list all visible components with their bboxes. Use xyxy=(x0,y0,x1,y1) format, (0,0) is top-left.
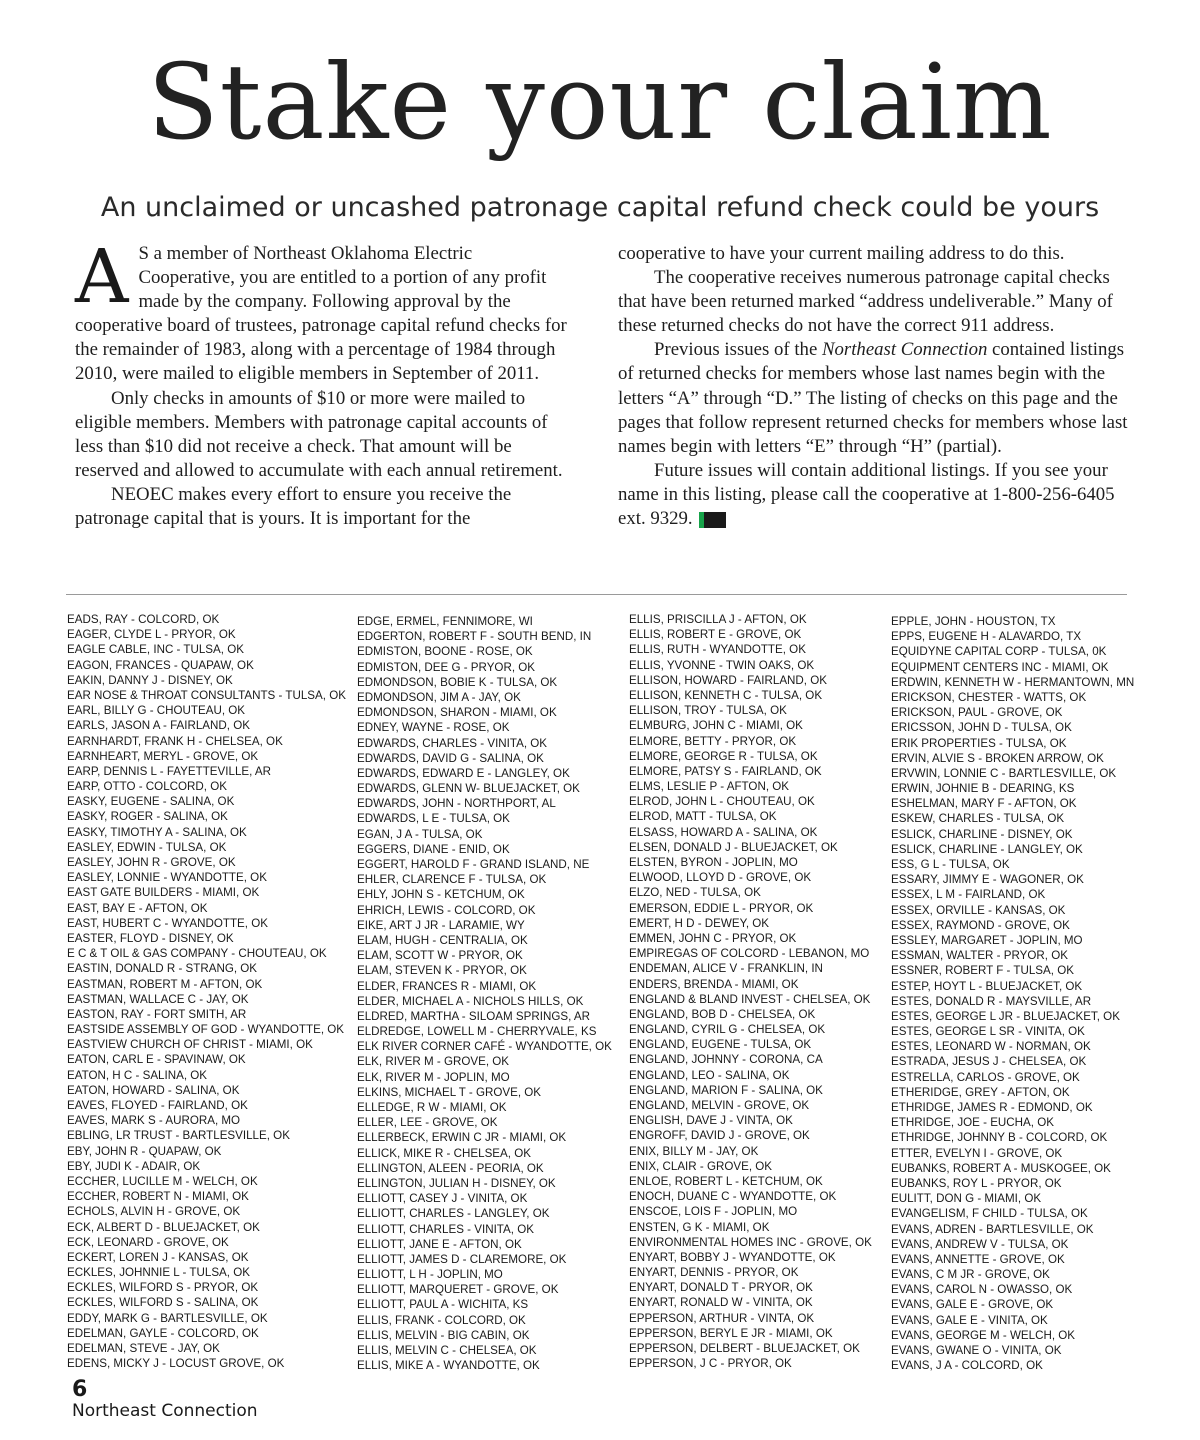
listing-entry: EAGLE CABLE, INC - TULSA, OK xyxy=(67,643,244,657)
listing-entry: EVANGELISM, F CHILD - TULSA, OK xyxy=(891,1207,1088,1221)
listing-entry: EGGERT, HAROLD F - GRAND ISLAND, NE xyxy=(357,858,590,871)
listing-entry: EPPERSON, BERYL E JR - MIAMI, OK xyxy=(629,1326,833,1340)
listing-entry: ENDERS, BRENDA - MIAMI, OK xyxy=(629,977,799,991)
listing-entry: EASTIN, DONALD R - STRANG, OK xyxy=(67,962,258,976)
listing-entry: EVANS, GALE E - GROVE, OK xyxy=(891,1298,1054,1312)
listing-entry: ESLICK, CHARLINE - LANGLEY, OK xyxy=(891,842,1083,856)
listing-entry: EDWARDS, JOHN - NORTHPORT, AL xyxy=(357,797,556,811)
listing-column-4 xyxy=(891,614,1134,1373)
listing-entry: ELDRED, MARTHA - SILOAM SPRINGS, AR xyxy=(357,1009,591,1023)
listing-entry: EASTMAN, WALLACE C - JAY, OK xyxy=(67,992,249,1006)
listing-entry: ELMBURG, JOHN C - MIAMI, OK xyxy=(629,719,803,733)
article-paragraph-continued: cooperative to have your current mailing address to do this. xyxy=(618,243,1065,264)
listing-entry: ENGLAND, BOB D - CHELSEA, OK xyxy=(629,1007,816,1021)
listing-entry: EVANS, GALE E - VINITA, OK xyxy=(891,1313,1048,1327)
listing-entry: ELLIS, MELVIN C - CHELSEA, OK xyxy=(357,1344,537,1357)
article-paragraph-5 xyxy=(618,338,1133,458)
listing-entry: EHLER, CLARENCE F - TULSA, OK xyxy=(357,873,547,887)
listing-entry: EDMISTON, DEE G - PRYOR, OK xyxy=(357,660,536,674)
listing-entry: EVANS, GEORGE M - WELCH, OK xyxy=(891,1328,1076,1342)
listing-entry: ENGLAND, CYRIL G - CHELSEA, OK xyxy=(629,1023,826,1037)
listing-entry: ECHOLS, ALVIN H - GROVE, OK xyxy=(67,1205,241,1219)
listing-entry: EARL, BILLY G - CHOUTEAU, OK xyxy=(67,704,246,718)
listing-entry: ESSNER, ROBERT F - TULSA, OK xyxy=(891,964,1074,978)
article-paragraph-3: NEOEC makes every effort to ensure you receive the patronage capital that is yours. It is important for the xyxy=(75,483,512,530)
listing-entry: ENYART, BOBBY J - WYANDOTTE, OK xyxy=(629,1250,836,1264)
listing-entry: EPPS, EUGENE H - ALAVARDO, TX xyxy=(891,630,1082,644)
listing-entry: EPPLE, JOHN - HOUSTON, TX xyxy=(891,615,1056,628)
listing-entry: ESLICK, CHARLINE - DISNEY, OK xyxy=(891,827,1073,841)
listing-entry: EBY, JOHN R - QUAPAW, OK xyxy=(67,1144,222,1158)
listing-entry: ELMS, LESLIE P - AFTON, OK xyxy=(629,780,790,794)
listing-entry: ELROD, MATT - TULSA, OK xyxy=(629,810,777,824)
nec-logo-icon: NEC xyxy=(699,512,726,528)
listing-entry: ELLISON, HOWARD - FAIRLAND, OK xyxy=(629,673,827,687)
listing-entry: ELAM, SCOTT W - PRYOR, OK xyxy=(357,949,523,963)
listing-entry: EAVES, MARK S - AURORA, MO xyxy=(67,1114,241,1128)
listing-entry: ENYART, DONALD T - PRYOR, OK xyxy=(629,1281,813,1295)
listing-entry: EHLY, JOHN S - KETCHUM, OK xyxy=(357,888,525,902)
listing-entry: EVANS, J A - COLCORD, OK xyxy=(891,1359,1043,1373)
listing-entry: ETHRIDGE, JOHNNY B - COLCORD, OK xyxy=(891,1131,1108,1145)
listing-entry: EMERSON, EDDIE L - PRYOR, OK xyxy=(629,901,814,915)
listing-entry: EUBANKS, ROBERT A - MUSKOGEE, OK xyxy=(891,1161,1111,1175)
article-paragraph-2: Only checks in amounts of $10 or more were mailed to eligible members. Members with patronage capital accounts of less than $10 did not receive a check. That amount will be reserved and allowed to accumulate with each annual retirement. xyxy=(75,387,563,481)
listing-entry: EDWARDS, GLENN W- BLUEJACKET, OK xyxy=(357,782,580,796)
listing-entry: ELSTEN, BYRON - JOPLIN, MO xyxy=(629,856,798,869)
listing-entry: ELLEDGE, R W - MIAMI, OK xyxy=(357,1101,507,1114)
listing-entry: ENGLAND, JOHNNY - CORONA, CA xyxy=(629,1053,823,1067)
listing-entry: EASLEY, EDWIN - TULSA, OK xyxy=(67,840,227,854)
listing-entry: ENYART, RONALD W - VINITA, OK xyxy=(629,1296,813,1310)
listing-entry: ESTRADA, JESUS J - CHELSEA, OK xyxy=(891,1055,1087,1069)
listing-entry: EVANS, CAROL N - OWASSO, OK xyxy=(891,1283,1073,1297)
listing-entry: ENIX, CLAIR - GROVE, OK xyxy=(629,1159,773,1173)
listing-entry: EASTVIEW CHURCH OF CHRIST - MIAMI, OK xyxy=(67,1038,313,1052)
article-paragraph-5-lead: Previous issues of the xyxy=(654,339,822,361)
listing-entry: EPPERSON, J C - PRYOR, OK xyxy=(629,1357,792,1371)
listing-entry: ENOCH, DUANE C - WYANDOTTE, OK xyxy=(629,1190,837,1204)
page-number: 6 xyxy=(72,1377,88,1402)
listing-entry: EASTER, FLOYD - DISNEY, OK xyxy=(67,931,234,945)
listing-entry: ESSEX, ORVILLE - KANSAS, OK xyxy=(891,903,1066,917)
listing-entry: EAGON, FRANCES - QUAPAW, OK xyxy=(67,658,254,672)
listing-entry: EASLEY, LONNIE - WYANDOTTE, OK xyxy=(67,871,267,885)
listing-entry: EAST, HUBERT C - WYANDOTTE, OK xyxy=(67,916,268,930)
listing-entry: ENGROFF, DAVID J - GROVE, OK xyxy=(629,1129,810,1143)
listing-entry: EULITT, DON G - MIAMI, OK xyxy=(891,1192,1042,1206)
listing-entry: EARNHEART, MERYL - GROVE, OK xyxy=(67,749,259,763)
listing-entry: ECCHER, ROBERT N - MIAMI, OK xyxy=(67,1190,249,1204)
listing-entry: EPPERSON, ARTHUR - VINTA, OK xyxy=(629,1311,815,1325)
listing-entry: ELLER, LEE - GROVE, OK xyxy=(357,1116,498,1130)
listing-entry: EADS, RAY - COLCORD, OK xyxy=(67,613,220,626)
listing-entry: EVANS, GWANE O - VINITA, OK xyxy=(891,1344,1062,1357)
listing-entry: ENGLAND, LEO - SALINA, OK xyxy=(629,1068,790,1082)
listing-entry: ENVIRONMENTAL HOMES INC - GROVE, OK xyxy=(629,1235,872,1249)
listing-entry: ECKLES, WILFORD S - PRYOR, OK xyxy=(67,1281,259,1295)
listing-entry: ELLIS, YVONNE - TWIN OAKS, OK xyxy=(629,658,815,672)
listing-entry: ELLIS, MIKE A - WYANDOTTE, OK xyxy=(357,1359,540,1373)
listing-entry: EAVES, FLOYED - FAIRLAND, OK xyxy=(67,1099,248,1112)
listing-entry: ELAM, HUGH - CENTRALIA, OK xyxy=(357,933,528,947)
article-paragraph-1 xyxy=(75,234,572,387)
listing-entry: EAR NOSE & THROAT CONSULTANTS - TULSA, OK xyxy=(67,688,346,702)
listing-entry: ERVWIN, LONNIE C - BARTLESVILLE, OK xyxy=(891,766,1117,780)
listing-entry: EASKY, ROGER - SALINA, OK xyxy=(67,810,228,824)
listing-entry: EDELMAN, GAYLE - COLCORD, OK xyxy=(67,1326,259,1340)
article-paragraph-1-text: S a member of Northeast Oklahoma Electric Cooperative, you are entitled to a portion of any profit made by the company. Following approval by the cooperative board of trustees, patronage capital refund checks for the remainder of 1983, along with a percentage of 1984 through 2010, were mailed to eligible members in September of 2011. xyxy=(75,243,567,385)
listing-entry: EDWARDS, CHARLES - VINITA, OK xyxy=(357,736,548,750)
listing-entry: EMMEN, JOHN C - PRYOR, OK xyxy=(629,931,797,945)
listing-entry: EATON, HOWARD - SALINA, OK xyxy=(67,1083,240,1097)
listing-entry: ELLISON, KENNETH C - TULSA, OK xyxy=(629,688,823,702)
listing-entry: ELLIOTT, L H - JOPLIN, MO xyxy=(357,1268,503,1282)
listing-entry: ESTEP, HOYT L - BLUEJACKET, OK xyxy=(891,979,1083,993)
listing-entry: EQUIDYNE CAPITAL CORP - TULSA, 0K xyxy=(891,645,1107,659)
listing-entry: ESSEX, L M - FAIRLAND, OK xyxy=(891,888,1046,902)
listing-entry: EAKIN, DANNY J - DISNEY, OK xyxy=(67,673,233,687)
listing-column-1 xyxy=(67,612,346,1371)
listing-entry: ECK, LEONARD - GROVE, OK xyxy=(67,1235,229,1249)
listing-entry: EARP, OTTO - COLCORD, OK xyxy=(67,780,227,794)
listing-entry: ESS, G L - TULSA, OK xyxy=(891,858,1010,871)
publication-name: Northeast Connection xyxy=(72,1401,258,1421)
listing-entry: EASKY, EUGENE - SALINA, OK xyxy=(67,795,235,809)
listing-entry: ENGLAND, MELVIN - GROVE, OK xyxy=(629,1099,810,1112)
listing-entry: ELLINGTON, JULIAN H - DISNEY, OK xyxy=(357,1176,556,1190)
listing-entry: ELDREDGE, LOWELL M - CHERRYVALE, KS xyxy=(357,1025,597,1039)
listing-entry: ELLERBECK, ERWIN C JR - MIAMI, OK xyxy=(357,1131,567,1145)
article-paragraph-4: The cooperative receives numerous patronage capital checks that have been returned marked “address undeliverable.” Many of these returned checks do not have the correct 911 address. xyxy=(618,267,1113,337)
listing-entry: ENDEMAN, ALICE V - FRANKLIN, IN xyxy=(629,962,823,976)
listing-entry: ENYART, DENNIS - PRYOR, OK xyxy=(629,1266,799,1280)
listing-entry: ELMORE, PATSY S - FAIRLAND, OK xyxy=(629,764,822,778)
listing-entry: ENGLISH, DAVE J - VINTA, OK xyxy=(629,1114,793,1128)
listing-entry: ESSEX, RAYMOND - GROVE, OK xyxy=(891,918,1070,932)
listing-entry: ECKLES, JOHNNIE L - TULSA, OK xyxy=(67,1266,250,1280)
listing-entry: ESKEW, CHARLES - TULSA, OK xyxy=(891,812,1065,826)
listing-entry: EVANS, ANDREW V - TULSA, OK xyxy=(891,1237,1069,1251)
listing-entry: EDMONDSON, BOBIE K - TULSA, OK xyxy=(357,675,558,689)
listing-entry: EDENS, MICKY J - LOCUST GROVE, OK xyxy=(67,1357,285,1371)
listing-entry: EARLS, JASON A - FAIRLAND, OK xyxy=(67,719,250,733)
listing-entry: EAGER, CLYDE L - PRYOR, OK xyxy=(67,628,236,642)
listing-entry: ERVIN, ALVIE S - BROKEN ARROW, OK xyxy=(891,751,1104,765)
article-column-right xyxy=(618,242,1133,531)
listing-entry: EIKE, ART J JR - LARAMIE, WY xyxy=(357,918,525,932)
listing-entry: ELLIOTT, CASEY J - VINITA, OK xyxy=(357,1192,528,1206)
article-paragraph-6 xyxy=(618,459,1133,531)
article-paragraph-5-body: contained listings of returned checks for members whose last names begin with the letters “A” through “D.” The listing of checks on this page and the pages that follow represent returned checks for members whose last names begin with letters “E” through “H” (partial). xyxy=(618,339,1128,457)
drop-cap: A xyxy=(75,234,129,320)
listing-entry: EHRICH, LEWIS - COLCORD, OK xyxy=(357,903,536,917)
listing-entry: ELLISON, TROY - TULSA, OK xyxy=(629,704,787,718)
listing-entry: ELMORE, BETTY - PRYOR, OK xyxy=(629,734,797,748)
listing-entry: EMPIREGAS OF COLCORD - LEBANON, MO xyxy=(629,947,870,961)
listing-entry: ELDER, MICHAEL A - NICHOLS HILLS, OK xyxy=(357,994,584,1008)
listing-entry: ELMORE, GEORGE R - TULSA, OK xyxy=(629,749,818,763)
listing-entry: ESTES, GEORGE L JR - BLUEJACKET, OK xyxy=(891,1009,1120,1023)
listing-entry: EDMONDSON, SHARON - MIAMI, OK xyxy=(357,706,557,720)
listing-entry: ESHELMAN, MARY F - AFTON, OK xyxy=(891,797,1077,811)
listing-entry: ELLIOTT, JANE E - AFTON, OK xyxy=(357,1237,522,1251)
listing-column-2 xyxy=(357,614,612,1373)
listing-entry: ENGLAND & BLAND INVEST - CHELSEA, OK xyxy=(629,992,871,1006)
listing-entry: EDWARDS, EDWARD E - LANGLEY, OK xyxy=(357,766,570,780)
listing-entry: ELLIOTT, CHARLES - VINITA, OK xyxy=(357,1222,534,1236)
listing-entry: EAST GATE BUILDERS - MIAMI, OK xyxy=(67,886,260,900)
listing-entry: EUBANKS, ROY L - PRYOR, OK xyxy=(891,1176,1062,1190)
section-divider xyxy=(66,594,1127,595)
listing-entry: ELLIOTT, MARQUERET - GROVE, OK xyxy=(357,1283,559,1297)
article-paragraph-6-text: Future issues will contain additional listings. If you see your name in this listing, please call the cooperative at 1-800-256-6405 ext. 9329. xyxy=(618,459,1115,530)
listing-entry: EASKY, TIMOTHY A - SALINA, OK xyxy=(67,825,247,839)
listing-entry: EQUIPMENT CENTERS INC - MIAMI, OK xyxy=(891,660,1109,674)
listing-entry: ENSCOE, LOIS F - JOPLIN, MO xyxy=(629,1205,798,1219)
listing-entry: ETHRIDGE, JOE - EUCHA, OK xyxy=(891,1116,1054,1130)
listing-entry: ENLOE, ROBERT L - KETCHUM, OK xyxy=(629,1174,823,1188)
listing-entry: EDGE, ERMEL, FENNIMORE, WI xyxy=(357,615,533,628)
listing-entry: EDMONDSON, JIM A - JAY, OK xyxy=(357,690,521,704)
listing-entry: ELK RIVER CORNER CAFÉ - WYANDOTTE, OK xyxy=(357,1040,612,1054)
listing-entry: EBLING, LR TRUST - BARTLESVILLE, OK xyxy=(67,1129,290,1143)
listing-entry: EBY, JUDI K - ADAIR, OK xyxy=(67,1159,201,1173)
listing-entry: ELROD, JOHN L - CHOUTEAU, OK xyxy=(629,795,815,809)
listing-entry: ETTER, EVELYN I - GROVE, OK xyxy=(891,1146,1063,1160)
listing-entry: ESTES, DONALD R - MAYSVILLE, AR xyxy=(891,994,1092,1008)
listing-entry: ECKLES, WILFORD S - SALINA, OK xyxy=(67,1296,259,1310)
listing-entry: ELSEN, DONALD J - BLUEJACKET, OK xyxy=(629,840,838,854)
listing-entry: EDWARDS, L E - TULSA, OK xyxy=(357,812,510,826)
listing-entry: EDELMAN, STEVE - JAY, OK xyxy=(67,1342,220,1355)
listing-entry: ELLIS, FRANK - COLCORD, OK xyxy=(357,1313,526,1327)
listing-entry: EDNEY, WAYNE - ROSE, OK xyxy=(357,721,510,735)
listing-entry: ERIK PROPERTIES - TULSA, OK xyxy=(891,736,1067,750)
listing-entry: ECCHER, LUCILLE M - WELCH, OK xyxy=(67,1174,258,1188)
listing-entry: ESSLEY, MARGARET - JOPLIN, MO xyxy=(891,933,1083,947)
listing-entry: ERWIN, JOHNIE B - DEARING, KS xyxy=(891,782,1075,796)
publication-title-italic: Northeast Connection xyxy=(821,339,988,361)
listing-entry: ELSASS, HOWARD A - SALINA, OK xyxy=(629,825,818,839)
listing-entry: ELLIS, ROBERT E - GROVE, OK xyxy=(629,628,802,642)
listing-entry: ELZO, NED - TULSA, OK xyxy=(629,886,761,900)
listing-entry: ESTES, LEONARD W - NORMAN, OK xyxy=(891,1040,1091,1054)
listing-entry: ESSMAN, WALTER - PRYOR, OK xyxy=(891,949,1068,963)
listing-entry: E C & T OIL & GAS COMPANY - CHOUTEAU, OK xyxy=(67,947,327,961)
listing-column-3 xyxy=(629,612,872,1371)
listing-entry: EASTMAN, ROBERT M - AFTON, OK xyxy=(67,977,263,991)
listing-entry: ELLIS, RUTH - WYANDOTTE, OK xyxy=(629,643,806,657)
listing-entry: ELWOOD, LLOYD D - GROVE, OK xyxy=(629,871,812,885)
listing-entry: ERICKSON, PAUL - GROVE, OK xyxy=(891,706,1063,720)
listing-entry: ECKERT, LOREN J - KANSAS, OK xyxy=(67,1250,249,1264)
listing-entry: ELKINS, MICHAEL T - GROVE, OK xyxy=(357,1085,542,1099)
listing-entry: ENIX, BILLY M - JAY, OK xyxy=(629,1144,759,1158)
headline: Stake your claim xyxy=(147,41,1053,163)
listing-entry: ERICKSON, CHESTER - WATTS, OK xyxy=(891,690,1087,704)
listing-entry: EASLEY, JOHN R - GROVE, OK xyxy=(67,856,236,869)
listing-entry: EDGERTON, ROBERT F - SOUTH BEND, IN xyxy=(357,630,592,644)
listing-entry: ETHRIDGE, JAMES R - EDMOND, OK xyxy=(891,1101,1093,1114)
listing-entry: ETHERIDGE, GREY - AFTON, OK xyxy=(891,1085,1070,1099)
listing-entry: EGGERS, DIANE - ENID, OK xyxy=(357,842,510,856)
listing-entry: ELK, RIVER M - GROVE, OK xyxy=(357,1055,510,1069)
listing-entry: ERICSSON, JOHN D - TULSA, OK xyxy=(891,721,1072,735)
listing-entry: EASTON, RAY - FORT SMITH, AR xyxy=(67,1007,247,1021)
listing-entry: ELLINGTON, ALEEN - PEORIA, OK xyxy=(357,1161,544,1175)
listing-entry: EDDY, MARK G - BARTLESVILLE, OK xyxy=(67,1311,268,1325)
listing-entry: EARP, DENNIS L - FAYETTEVILLE, AR xyxy=(67,764,272,778)
listing-entry: ELLIS, PRISCILLA J - AFTON, OK xyxy=(629,613,807,626)
listing-entry: ELLIOTT, CHARLES - LANGLEY, OK xyxy=(357,1207,550,1221)
listing-entry: EARNHARDT, FRANK H - CHELSEA, OK xyxy=(67,734,283,748)
listing-entry: ESTES, GEORGE L SR - VINITA, OK xyxy=(891,1025,1085,1039)
listing-entry: EASTSIDE ASSEMBLY OF GOD - WYANDOTTE, OK xyxy=(67,1023,345,1037)
listing-entry: ESSARY, JIMMY E - WAGONER, OK xyxy=(891,873,1084,887)
listing-entry: ELLIOTT, JAMES D - CLAREMORE, OK xyxy=(357,1252,567,1266)
listing-entry: ENSTEN, G K - MIAMI, OK xyxy=(629,1220,770,1234)
listing-entry: EPPERSON, DELBERT - BLUEJACKET, OK xyxy=(629,1342,860,1355)
listing-entry: EMERT, H D - DEWEY, OK xyxy=(629,916,770,930)
listing-entry: EVANS, ADREN - BARTLESVILLE, OK xyxy=(891,1222,1094,1236)
listing-entry: EDWARDS, DAVID G - SALINA, OK xyxy=(357,751,544,765)
listing-entry: ENGLAND, EUGENE - TULSA, OK xyxy=(629,1038,812,1052)
listing-entry: ELAM, STEVEN K - PRYOR, OK xyxy=(357,964,527,978)
article-column-left xyxy=(75,234,572,531)
listing-entry: EVANS, C M JR - GROVE, OK xyxy=(891,1268,1050,1282)
listing-entry: ELLIS, MELVIN - BIG CABIN, OK xyxy=(357,1328,530,1342)
listing-entry: EDMISTON, BOONE - ROSE, OK xyxy=(357,645,533,659)
listing-entry: ECK, ALBERT D - BLUEJACKET, OK xyxy=(67,1220,260,1234)
listing-entry: EATON, CARL E - SPAVINAW, OK xyxy=(67,1053,246,1067)
listing-entry: ERDWIN, KENNETH W - HERMANTOWN, MN xyxy=(891,675,1135,689)
listing-entry: EATON, H C - SALINA, OK xyxy=(67,1068,208,1082)
listing-entry: ELDER, FRANCES R - MIAMI, OK xyxy=(357,979,537,993)
listing-entry: ENGLAND, MARION F - SALINA, OK xyxy=(629,1083,823,1097)
listing-entry: EGAN, J A - TULSA, OK xyxy=(357,827,483,841)
listing-entry: ELLICK, MIKE R - CHELSEA, OK xyxy=(357,1146,531,1160)
listing-entry: ELK, RIVER M - JOPLIN, MO xyxy=(357,1070,510,1084)
subheadline: An unclaimed or uncashed patronage capital refund check could be yours xyxy=(100,192,1100,223)
listing-entry: ESTRELLA, CARLOS - GROVE, OK xyxy=(891,1070,1080,1084)
listing-entry: EAST, BAY E - AFTON, OK xyxy=(67,901,208,915)
listing-entry: EVANS, ANNETTE - GROVE, OK xyxy=(891,1252,1065,1266)
listing-entry: ELLIOTT, PAUL A - WICHITA, KS xyxy=(357,1298,529,1312)
